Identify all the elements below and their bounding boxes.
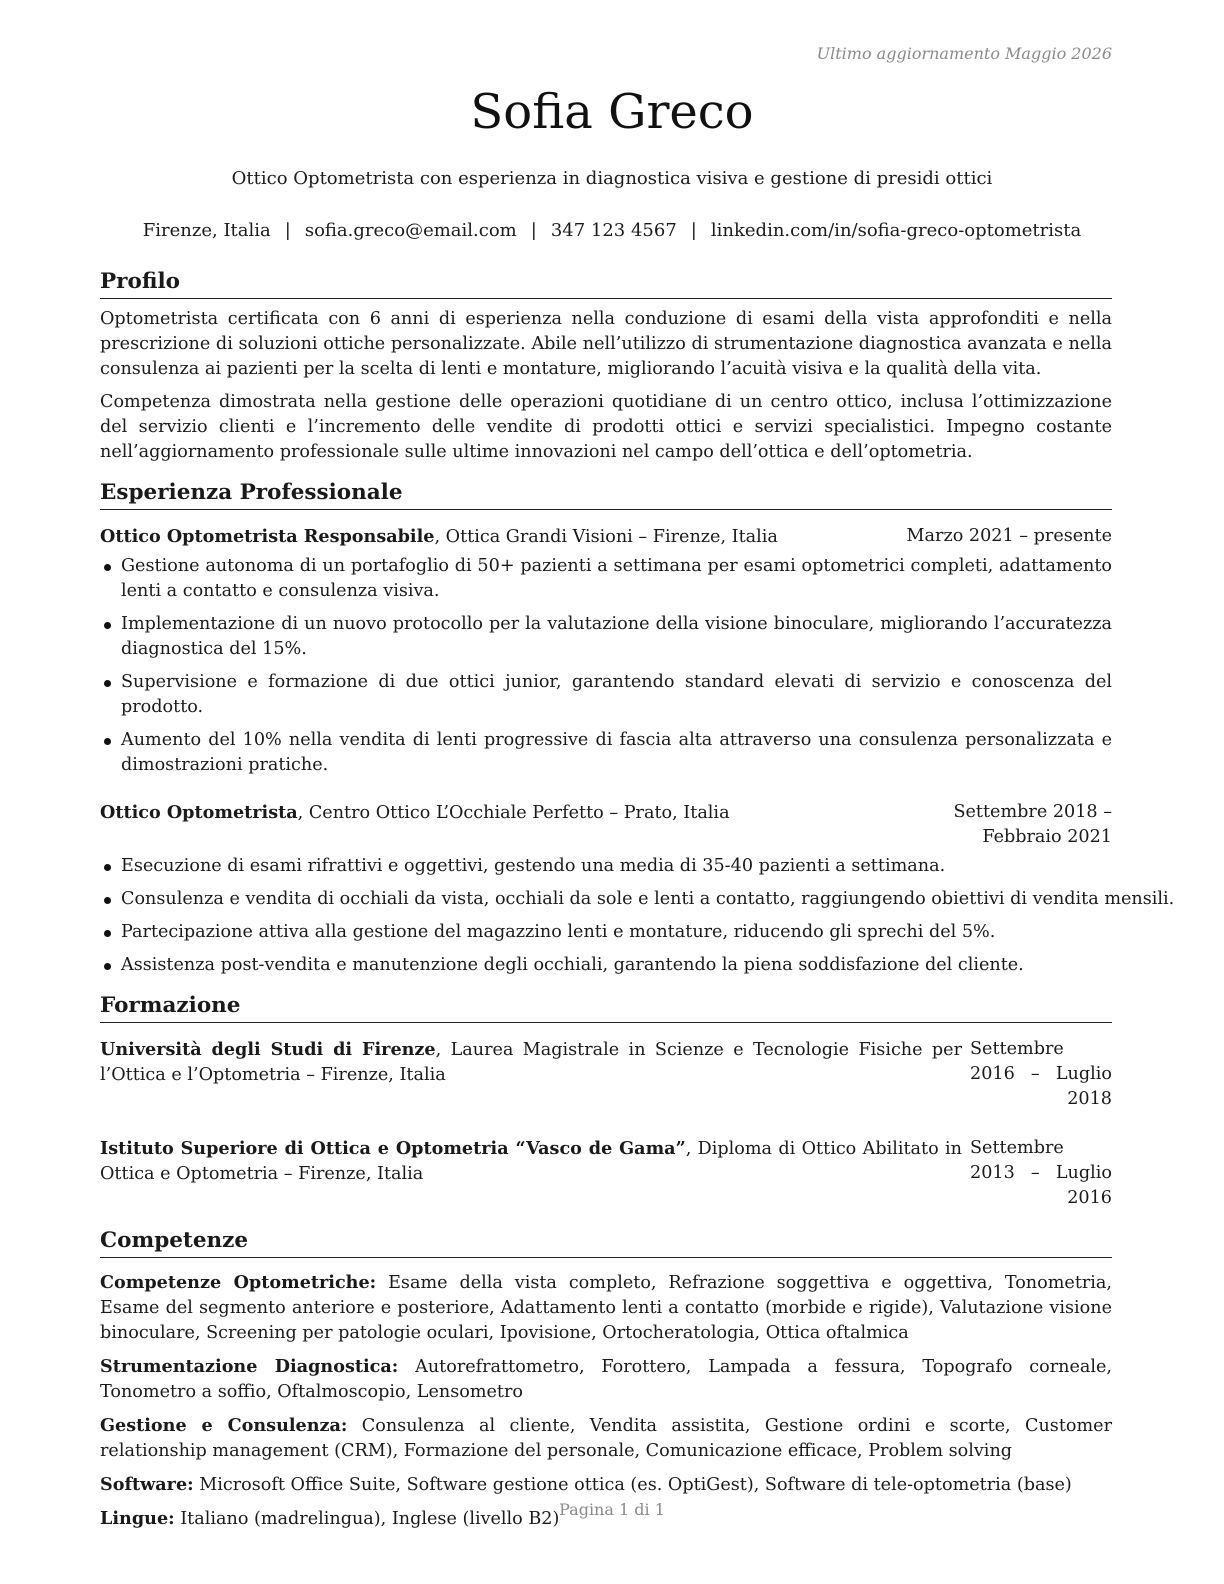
- job-bullet: Supervisione e formazione di due ottici junior, garantendo standard elevati di servizio e conoscenza del prodotto.: [100, 670, 1112, 720]
- education-degree: , Diploma di Ottico Abilitato in Ottica e Optometria – Firenze, Italia: [100, 1139, 962, 1184]
- experience-heading: Esperienza Professionale: [100, 479, 1112, 510]
- contact-separator: |: [530, 220, 537, 241]
- job-company: , Centro Ottico L’Occhiale Perfetto – Prato, Italia: [297, 803, 730, 823]
- skill-group: [100, 1354, 1112, 1405]
- skill-group: [100, 1472, 1112, 1498]
- profile-section: [100, 268, 1112, 465]
- skill-label: Lingue:: [100, 1508, 175, 1529]
- job-role: Ottico Optometrista Responsabile: [100, 526, 435, 547]
- profile-paragraph: Optometrista certificata con 6 anni di esperienza nella conduzione di esami della vista approfonditi e nella prescrizione di soluzioni ottiche personalizzate. Abile nell’utilizzo di strumentazione diagnostica avanzata e nella consulenza ai pazienti per la scelta di lenti e montature, migliorando l’acuità visiva e la qualità della vita.: [100, 309, 1112, 379]
- skill-text: Microsoft Office Suite, Software gestione ottica (es. OptiGest), Software di tele-optometria (base): [193, 1475, 1072, 1495]
- job-bullets: [100, 854, 1175, 978]
- job-header: [100, 524, 1112, 550]
- contact-separator: |: [284, 220, 291, 241]
- experience-section: [100, 479, 1175, 978]
- profile-paragraph: Competenza dimostrata nella gestione delle operazioni quotidiane di un centro ottico, inclusa l’ottimizzazione del servizio clienti e l’incremento delle vendite di prodotti ottici e servizi specialistici. Impegno costante nell’aggiornamento professionale sulle ultime innovazioni nel campo dell’ottica e dell’optometria.: [100, 392, 1112, 462]
- education-heading: Formazione: [100, 992, 1112, 1023]
- education-degree: , Laurea Magistrale in Scienze e Tecnologie Fisiche per l’Ottica e l’Optometria – Firenze, Italia: [100, 1040, 962, 1085]
- job-bullet: Esecuzione di esami rifrattivi e oggettivi, gestendo una media di 35-40 pazienti a settimana.: [100, 854, 1112, 879]
- contact-line: [0, 220, 1224, 241]
- resume-body: [100, 268, 1175, 1538]
- job-bullets: [100, 554, 1112, 778]
- profile-heading: Profilo: [100, 268, 1112, 299]
- education-dates: Settembre 2016 – Luglio 2018: [970, 1039, 1112, 1109]
- skill-label: Gestione e Consulenza:: [100, 1415, 348, 1436]
- education-school: Università degli Studi di Firenze: [100, 1039, 436, 1060]
- skill-text: Consulenza al cliente, Vendita assistita, Gestione ordini e scorte, Customer relationship management (CRM), Formazione del personale, Comunicazione efficace, Problem solving: [100, 1416, 1112, 1461]
- job-bullet: Consulenza e vendita di occhiali da vista, occhiali da sole e lenti a contatto, raggiungendo obiettivi di vendita mensili.: [100, 887, 1112, 912]
- education-dates: Settembre 2013 – Luglio 2016: [970, 1138, 1112, 1208]
- education-section: [100, 992, 1112, 1211]
- job-company: , Ottica Grandi Visioni – Firenze, Italia: [434, 527, 778, 547]
- job-dates: Marzo 2021 – presente: [906, 526, 1112, 546]
- skill-label: Strumentazione Diagnostica:: [100, 1356, 399, 1377]
- skill-group: [100, 1270, 1112, 1346]
- job-dates: Settembre 2018 – Febbraio 2021: [953, 802, 1112, 847]
- contact-email[interactable]: sofia.greco@email.com: [304, 220, 517, 241]
- last-updated-note: Ultimo aggiornamento Maggio 2026: [816, 44, 1112, 63]
- job-bullet: Partecipazione attiva alla gestione del magazzino lenti e montature, riducendo gli sprechi del 5%.: [100, 920, 1112, 945]
- education-entry: [100, 1136, 1112, 1211]
- skill-text: Autorefrattometro, Forottero, Lampada a fessura, Topografo corneale, Tonometro a soffio, Oftalmoscopio, Lensometro: [100, 1357, 1112, 1402]
- job-entry: [100, 524, 1112, 778]
- job-header: [100, 800, 1112, 850]
- contact-location: Firenze, Italia: [142, 220, 271, 241]
- job-entry: [100, 800, 1175, 978]
- skills-heading: Competenze: [100, 1227, 1112, 1258]
- skill-text: Italiano (madrelingua), Inglese (livello B2): [174, 1509, 560, 1529]
- job-role: Ottico Optometrista: [100, 802, 298, 823]
- headline-tagline: Ottico Optometrista con esperienza in diagnostica visiva e gestione di presidi ottici: [231, 168, 993, 189]
- job-bullet: Aumento del 10% nella vendita di lenti progressive di fascia alta attraverso una consulenza personalizzata e dimostrazioni pratiche.: [100, 728, 1112, 778]
- skill-group: [100, 1413, 1112, 1464]
- candidate-name: Sofia Greco: [470, 84, 754, 140]
- job-bullet: Assistenza post-vendita e manutenzione degli occhiali, garantendo la piena soddisfazione del cliente.: [100, 953, 1112, 978]
- skill-label: Software:: [100, 1474, 194, 1495]
- contact-separator: |: [690, 220, 697, 241]
- contact-linkedin[interactable]: linkedin.com/in/sofia-greco-optometrista: [710, 220, 1082, 241]
- skill-text: Esame della vista completo, Refrazione soggettiva e oggettiva, Tonometria, Esame del segmento anteriore e posteriore, Adattamento lenti a contatto (morbide e rigide), Valutazione visione binoculare, Screening per patologie oculari, Ipovisione, Ortocheratologia, Ottica oftalmica: [100, 1273, 1113, 1343]
- education-school: Istituto Superiore di Ottica e Optometria “Vasco de Gama”: [100, 1138, 686, 1159]
- education-entry: [100, 1037, 1112, 1112]
- skill-label: Competenze Optometriche:: [100, 1272, 377, 1293]
- contact-phone[interactable]: 347 123 4567: [550, 220, 677, 241]
- job-bullet: Implementazione di un nuovo protocollo per la valutazione della visione binoculare, migliorando l’accuratezza diagnostica del 15%.: [100, 612, 1112, 662]
- page-number: Pagina 1 di 1: [559, 1500, 665, 1519]
- job-bullet: Gestione autonoma di un portafoglio di 50+ pazienti a settimana per esami optometrici completi, adattamento lenti a contatto e consulenza visiva.: [100, 554, 1112, 604]
- skills-section: [100, 1227, 1112, 1532]
